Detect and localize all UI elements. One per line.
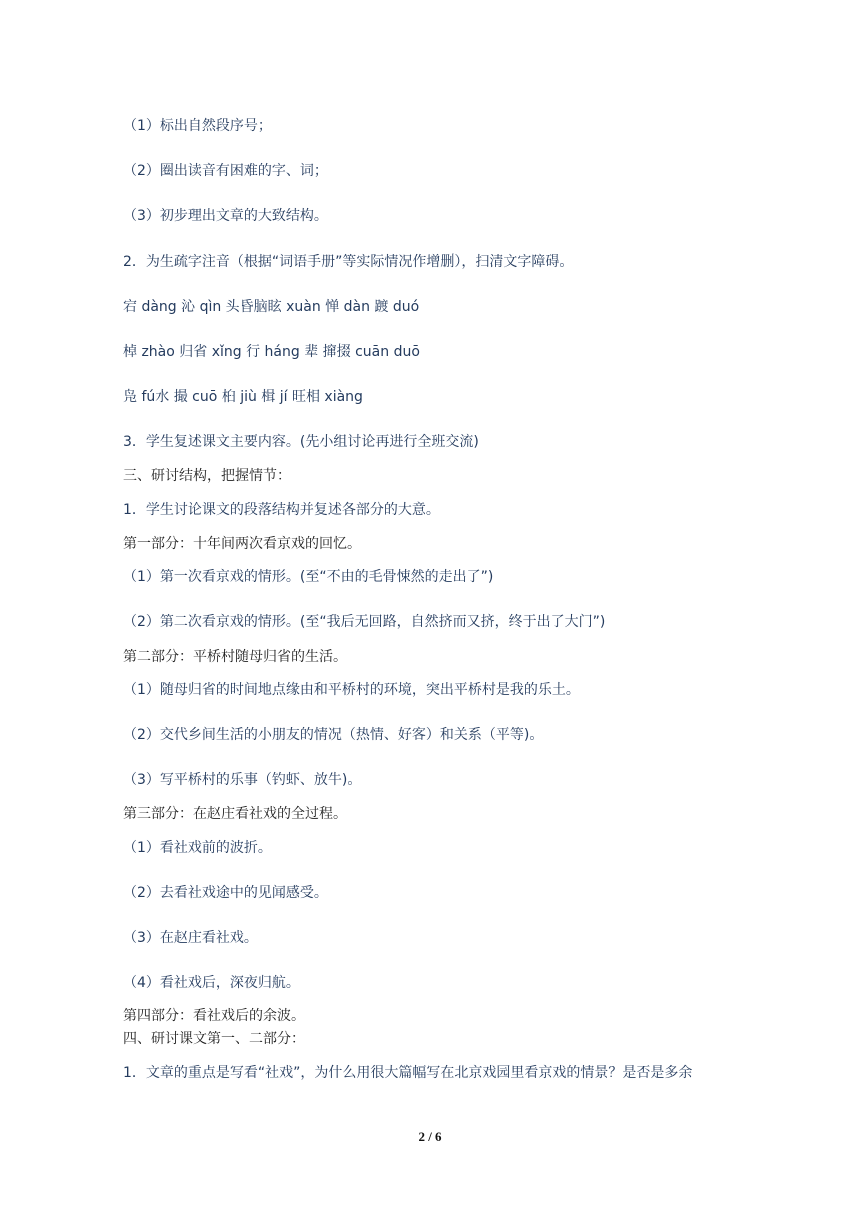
part-heading: 第一部分：十年间两次看京戏的回忆。 <box>123 536 361 552</box>
page-number: 2 / 6 <box>418 1129 442 1144</box>
text-line: （4）看社戏后，深夜归航。 <box>123 975 300 991</box>
text-line: 3．学生复述课文主要内容。(先小组讨论再进行全班交流) <box>123 434 479 450</box>
text-line: （1）标出自然段序号； <box>123 118 272 134</box>
text-line: （3）在赵庄看社戏。 <box>123 930 258 946</box>
text-line: （2）圈出读音有困难的字、词； <box>123 163 328 179</box>
text-line: 1．学生讨论课文的段落结构并复述各部分的大意。 <box>123 502 440 518</box>
text-line: 2．为生疏字注音（根据“词语手册”等实际情况作增删），扫清文字障碍。 <box>123 254 574 270</box>
part-heading: 第三部分：在赵庄看社戏的全过程。 <box>123 806 347 822</box>
pinyin-line: 凫 fú水 撮 cuō 桕 jiù 楫 jí 旺相 xiàng <box>123 389 363 405</box>
part-heading: 第四部分：看社戏后的余波。 <box>123 1008 305 1024</box>
section-heading: 四、研讨课文第一、二部分： <box>123 1031 305 1047</box>
section-heading: 三、研讨结构，把握情节： <box>123 468 291 484</box>
text-line: （1）第一次看京戏的情形。(至“不由的毛骨悚然的走出了”) <box>123 569 494 585</box>
text-line: （1）随母归省的时间地点缘由和平桥村的环境，突出平桥村是我的乐土。 <box>123 682 580 698</box>
text-line: （1）看社戏前的波折。 <box>123 840 272 856</box>
text-line: （2）去看社戏途中的见闻感受。 <box>123 885 328 901</box>
pinyin-line: 棹 zhào 归省 xǐng 行 háng 辈 撺掇 cuān duō <box>123 344 420 360</box>
text-line: （3）初步理出文章的大致结构。 <box>123 208 328 224</box>
pinyin-line: 宕 dàng 沁 qìn 头昏脑眩 xuàn 惮 dàn 踱 duó <box>123 299 420 315</box>
part-heading: 第二部分：平桥村随母归省的生活。 <box>123 649 347 665</box>
text-line: 1．文章的重点是写看“社戏”，为什么用很大篇幅写在北京戏园里看京戏的情景？是否是多余 <box>123 1065 693 1081</box>
text-line: （3）写平桥村的乐事（钓虾、放牛)。 <box>123 772 362 788</box>
text-line: （2）第二次看京戏的情形。(至“我后无回路，自然挤而又挤，终于出了大门”) <box>123 614 606 630</box>
text-line: （2）交代乡间生活的小朋友的情况（热情、好客）和关系（平等)。 <box>123 727 544 743</box>
